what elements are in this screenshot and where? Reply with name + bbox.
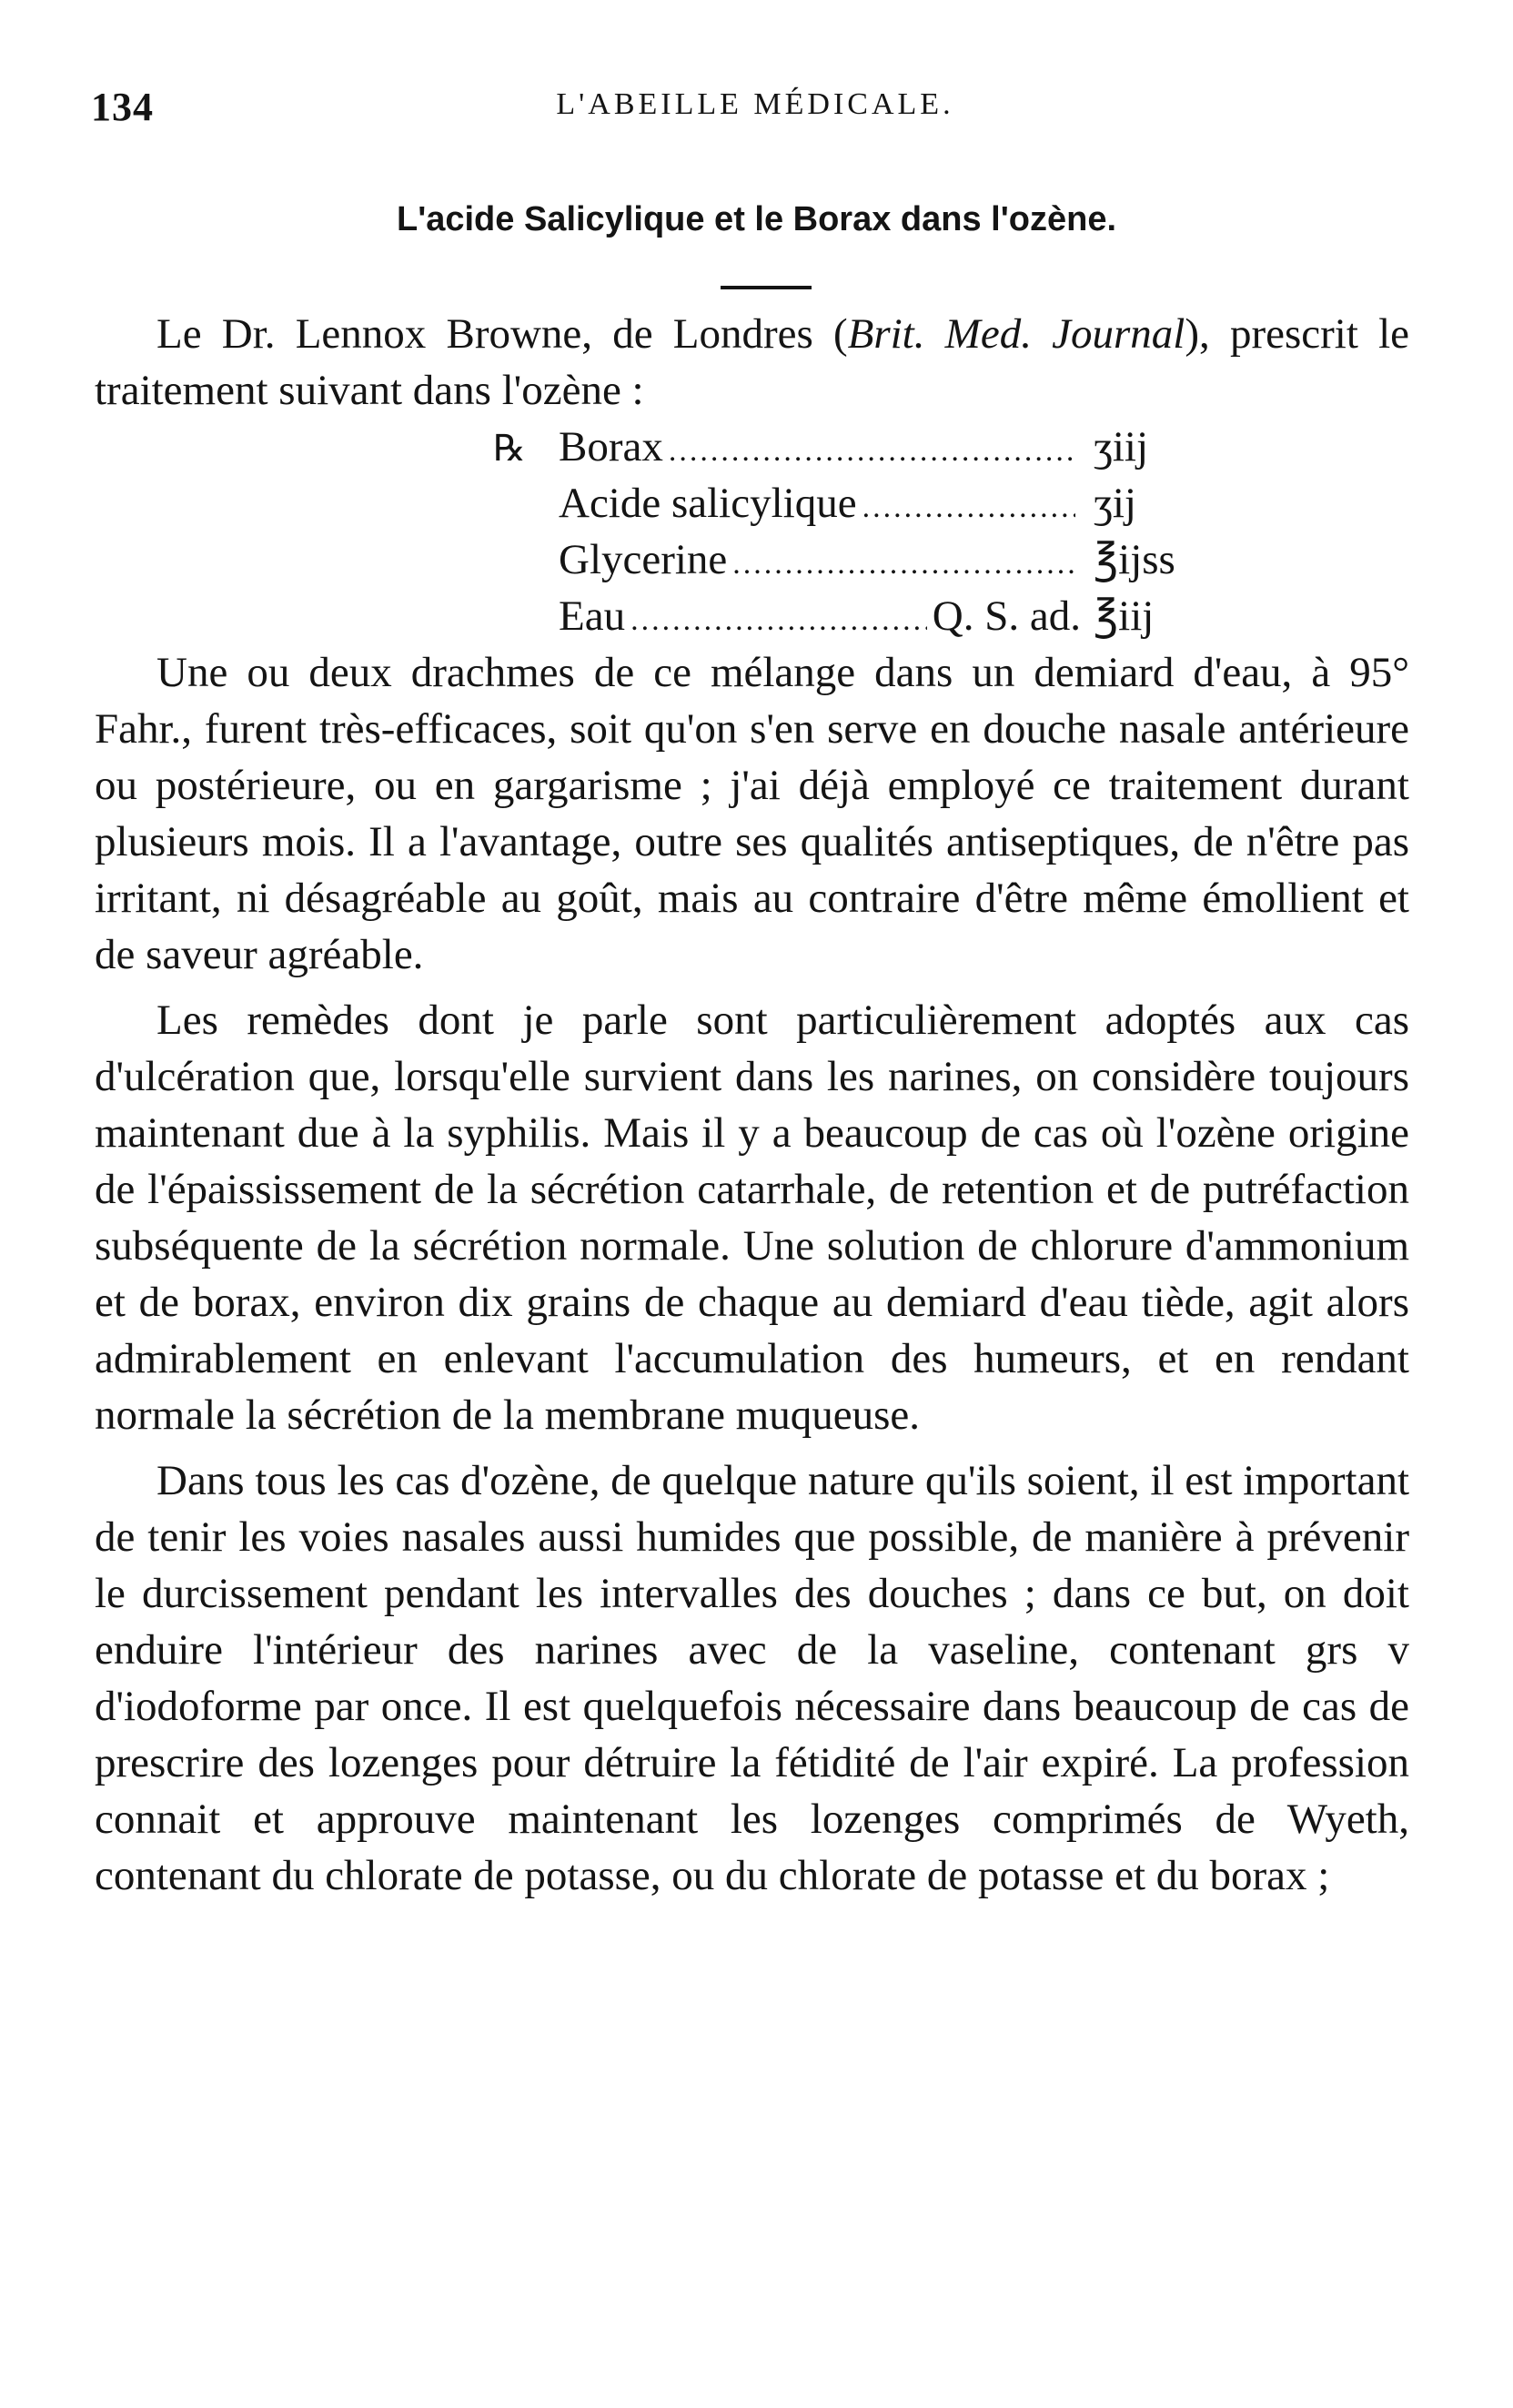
ingredient-name: Eau: [559, 592, 626, 640]
body-paragraph: Une ou deux drachmes de ce mélange dans un demiard d'eau, à 95° Fahr., furent très-efficaces, soit qu'on s'en serve en douche nasale antérieure ou postérieure, ou en gargarisme ; j'ai déjà employé ce traitement durant plusieurs mois. Il a l'avantage, outre ses qualités antiseptiques, de n'être pas irritant, ni désagréable au goût, mais au contraire d'être même émollient et de saveur agréable.: [95, 649, 1409, 978]
ingredient-dose: ʒiij: [1094, 423, 1149, 470]
prescription: [493, 419, 1203, 644]
title-divider: [721, 286, 812, 289]
ingredient-dose: ℥iij: [1094, 592, 1155, 640]
running-head: [91, 84, 1419, 129]
rx-symbol: ℞: [493, 428, 526, 469]
dot-leader: [669, 423, 1075, 480]
body-paragraph: Les remèdes dont je parle sont particulièrement adoptés aux cas d'ulcération que, lorsqu'elle survient dans les narines, on considère toujours maintenant due à la syphilis. Mais il y a beaucoup de cas où l'ozène origine de l'épaississement de la sécrétion catarrhale, de retention et de putréfaction subséquente de la sécrétion normale. Une solution de chlorure d'ammonium et de borax, environ dix grains de chaque au demiard d'eau tiède, agit alors admirablement en enlevant l'accumulation des humeurs, et en rendant normale la sécrétion de la membrane muqueuse.: [95, 997, 1409, 1439]
article-title: L'acide Salicylique et le Borax dans l'ozène.: [396, 200, 1117, 238]
ingredient-name: Borax: [559, 423, 663, 470]
journal-name: L'ABEILLE MÉDICALE.: [556, 87, 954, 121]
article-body: [95, 306, 1409, 1904]
prescription-row: [493, 531, 1203, 588]
page-number: 134: [91, 85, 154, 129]
ingredient-name: Acide salicylique: [559, 480, 857, 527]
prescription-row: [493, 475, 1203, 531]
body-paragraph: Dans tous les cas d'ozène, de quelque nature qu'ils soient, il est important de tenir les voies nasales aussi humides que possible, de manière à prévenir le durcissement pendant les intervalles des douches ; dans ce but, on doit enduire l'intérieur des narines avec de la vaseline, contenant grs v d'iodoforme par once. Il est quelquefois nécessaire dans beaucoup de cas de prescrire des lozenges pour détruire la fétidité de l'air expiré. La profession connait et approuve maintenant les lozenges comprimés de Wyeth, contenant du chlorate de potasse, ou du chlorate de potasse et du borax ;: [95, 1457, 1409, 1899]
intro-text: Le Dr. Lennox Browne, de Londres (: [156, 310, 848, 358]
dot-leader: [732, 536, 1075, 592]
prescription-row: [493, 588, 1203, 644]
intro-paragraph: [95, 306, 1409, 419]
ingredient-note: Q. S. ad.: [932, 592, 1081, 640]
ingredient-name: Glycerine: [559, 536, 728, 583]
ingredient-dose: ʒij: [1094, 480, 1136, 527]
intro-text-continued: ), prescrit le traitement suivant dans l'ozène :: [95, 310, 1409, 414]
journal-reference: Brit. Med. Journal: [847, 310, 1185, 358]
ingredient-dose: ℥ijss: [1094, 536, 1175, 583]
dot-leader: [630, 592, 927, 649]
dot-leader: [862, 480, 1075, 536]
prescription-row: [493, 419, 1203, 475]
